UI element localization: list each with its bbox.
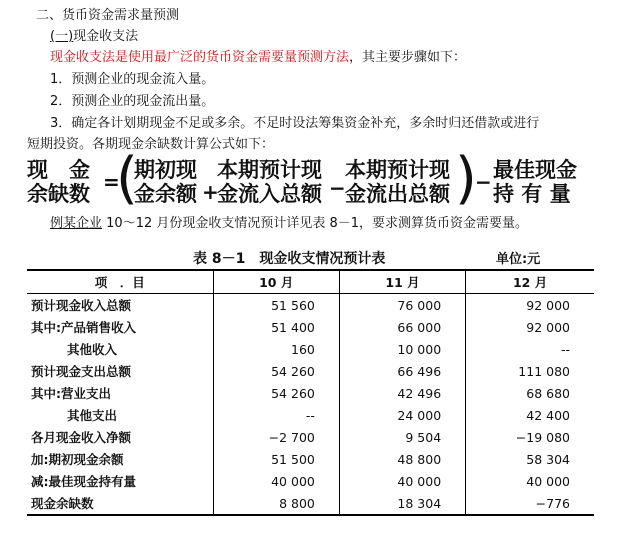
subsection-title <box>50 29 138 45</box>
table-row <box>27 492 594 515</box>
formula-t3-line2: 金流出总额 <box>345 182 450 206</box>
row-label: 减:最佳现金持有量 <box>31 474 136 489</box>
table-unit: 单位:元 <box>496 252 541 267</box>
table-row <box>27 426 594 448</box>
row-label: 加:期初现金余额 <box>31 452 124 467</box>
table-row <box>27 448 594 470</box>
formula-t1-line2: 金余额 <box>134 182 197 206</box>
row-value: −2 700 <box>213 426 339 448</box>
formula-term-outflow <box>345 158 450 206</box>
formula-t3-line1: 本期预计现 <box>345 158 450 182</box>
formula-close-paren: ) <box>455 146 477 211</box>
row-value: 92 000 <box>466 294 594 317</box>
formula-t4-line1: 最佳现金 <box>493 158 577 182</box>
row-value: 68 680 <box>466 382 594 404</box>
row-value: -- <box>213 404 339 426</box>
table-row <box>27 360 594 382</box>
formula-minus: − <box>329 176 346 200</box>
row-value: 54 260 <box>213 382 339 404</box>
row-value: −19 080 <box>466 426 594 448</box>
row-value: 40 000 <box>466 470 594 492</box>
section-title: 二、货币资金需求量预测 <box>36 8 180 23</box>
formula-term-optimal-holding <box>493 158 577 206</box>
step-3-continued: 短期投资。各期现金余缺数计算公式如下： <box>27 137 275 152</box>
row-label: 各月现金收入净额 <box>31 430 132 445</box>
row-value: −776 <box>466 492 594 515</box>
formula-term-opening-balance <box>134 158 197 206</box>
row-label: 其中:营业支出 <box>31 386 111 401</box>
table-row <box>27 382 594 404</box>
table-row <box>27 470 594 492</box>
header-november: 11 月 <box>339 270 465 294</box>
row-value: 58 304 <box>466 448 594 470</box>
table-body <box>27 294 594 516</box>
row-label: 其中:产品销售收入 <box>31 320 136 335</box>
step-3: 3．确定各计划期现金不足或多余。不足时设法筹集资金补充，多余时归还借款或进行 <box>50 116 540 131</box>
example-prefix: 例某企业 <box>50 216 103 231</box>
formula-equals: = <box>103 170 120 194</box>
row-label: 其他收入 <box>67 342 118 357</box>
formula-minus-2: − <box>475 170 492 194</box>
header-item: 项 ．目 <box>27 270 213 294</box>
row-value: 111 080 <box>466 360 594 382</box>
step-2: 2．预测企业的现金流出量。 <box>50 94 215 109</box>
row-value: 10 000 <box>339 338 465 360</box>
row-value: 18 304 <box>339 492 465 515</box>
example-body: 10～12 月份现金收支情况预计详见表 8－1，要求测算货币资金需要量。 <box>102 216 529 231</box>
formula-t4-line2: 持 有 量 <box>493 182 571 206</box>
cash-balance-formula <box>27 146 607 211</box>
table-caption: 表 8－1 现金收支情况预计表 <box>193 251 386 267</box>
table-row <box>27 316 594 338</box>
intro-tail: ，其主要步骤如下： <box>349 50 467 65</box>
formula-open-paren: ( <box>116 146 138 211</box>
intro-highlight: 现金收支法是使用最广泛的货币资金需要量预测方法 <box>50 50 350 65</box>
row-value: -- <box>466 338 594 360</box>
row-value: 66 496 <box>339 360 465 382</box>
formula-t2-line2: 金流入总额 <box>217 182 322 206</box>
formula-t2-line1: 本期预计现 <box>217 158 322 182</box>
formula-lhs <box>27 158 90 206</box>
table-row <box>27 338 594 360</box>
example-text <box>50 216 528 232</box>
row-value: 48 800 <box>339 448 465 470</box>
row-label: 其他支出 <box>67 408 118 423</box>
row-value: 76 000 <box>339 294 465 317</box>
formula-t1-line1: 期初现 <box>134 158 197 182</box>
row-value: 160 <box>213 338 339 360</box>
subsection-prefix: (一) <box>50 29 74 44</box>
formula-lhs-line1: 现 金 <box>27 158 90 182</box>
row-label: 预计现金支出总额 <box>31 364 132 379</box>
row-value: 92 000 <box>466 316 594 338</box>
row-value: 51 500 <box>213 448 339 470</box>
subsection-name: 现金收支法 <box>73 29 139 44</box>
row-label: 预计现金收入总额 <box>31 298 132 313</box>
row-value: 54 260 <box>213 360 339 382</box>
row-value: 51 560 <box>213 294 339 317</box>
header-december: 12 月 <box>466 270 594 294</box>
row-value: 40 000 <box>213 470 339 492</box>
row-value: 42 400 <box>466 404 594 426</box>
row-value: 40 000 <box>339 470 465 492</box>
row-label: 现金余缺数 <box>27 492 213 515</box>
row-value: 42 496 <box>339 382 465 404</box>
table-row <box>27 294 594 317</box>
row-value: 51 400 <box>213 316 339 338</box>
formula-lhs-line2: 余缺数 <box>27 182 90 206</box>
formula-plus: + <box>202 180 219 204</box>
header-october: 10 月 <box>213 270 339 294</box>
row-value: 24 000 <box>339 404 465 426</box>
intro-line <box>50 50 466 66</box>
row-value: 9 504 <box>339 426 465 448</box>
table-header-row <box>27 270 594 294</box>
step-1: 1．预测企业的现金流入量。 <box>50 72 215 87</box>
formula-term-inflow <box>217 158 322 206</box>
cash-forecast-table <box>27 269 594 516</box>
row-value: 8 800 <box>213 492 339 515</box>
table-row <box>27 404 594 426</box>
row-value: 66 000 <box>339 316 465 338</box>
